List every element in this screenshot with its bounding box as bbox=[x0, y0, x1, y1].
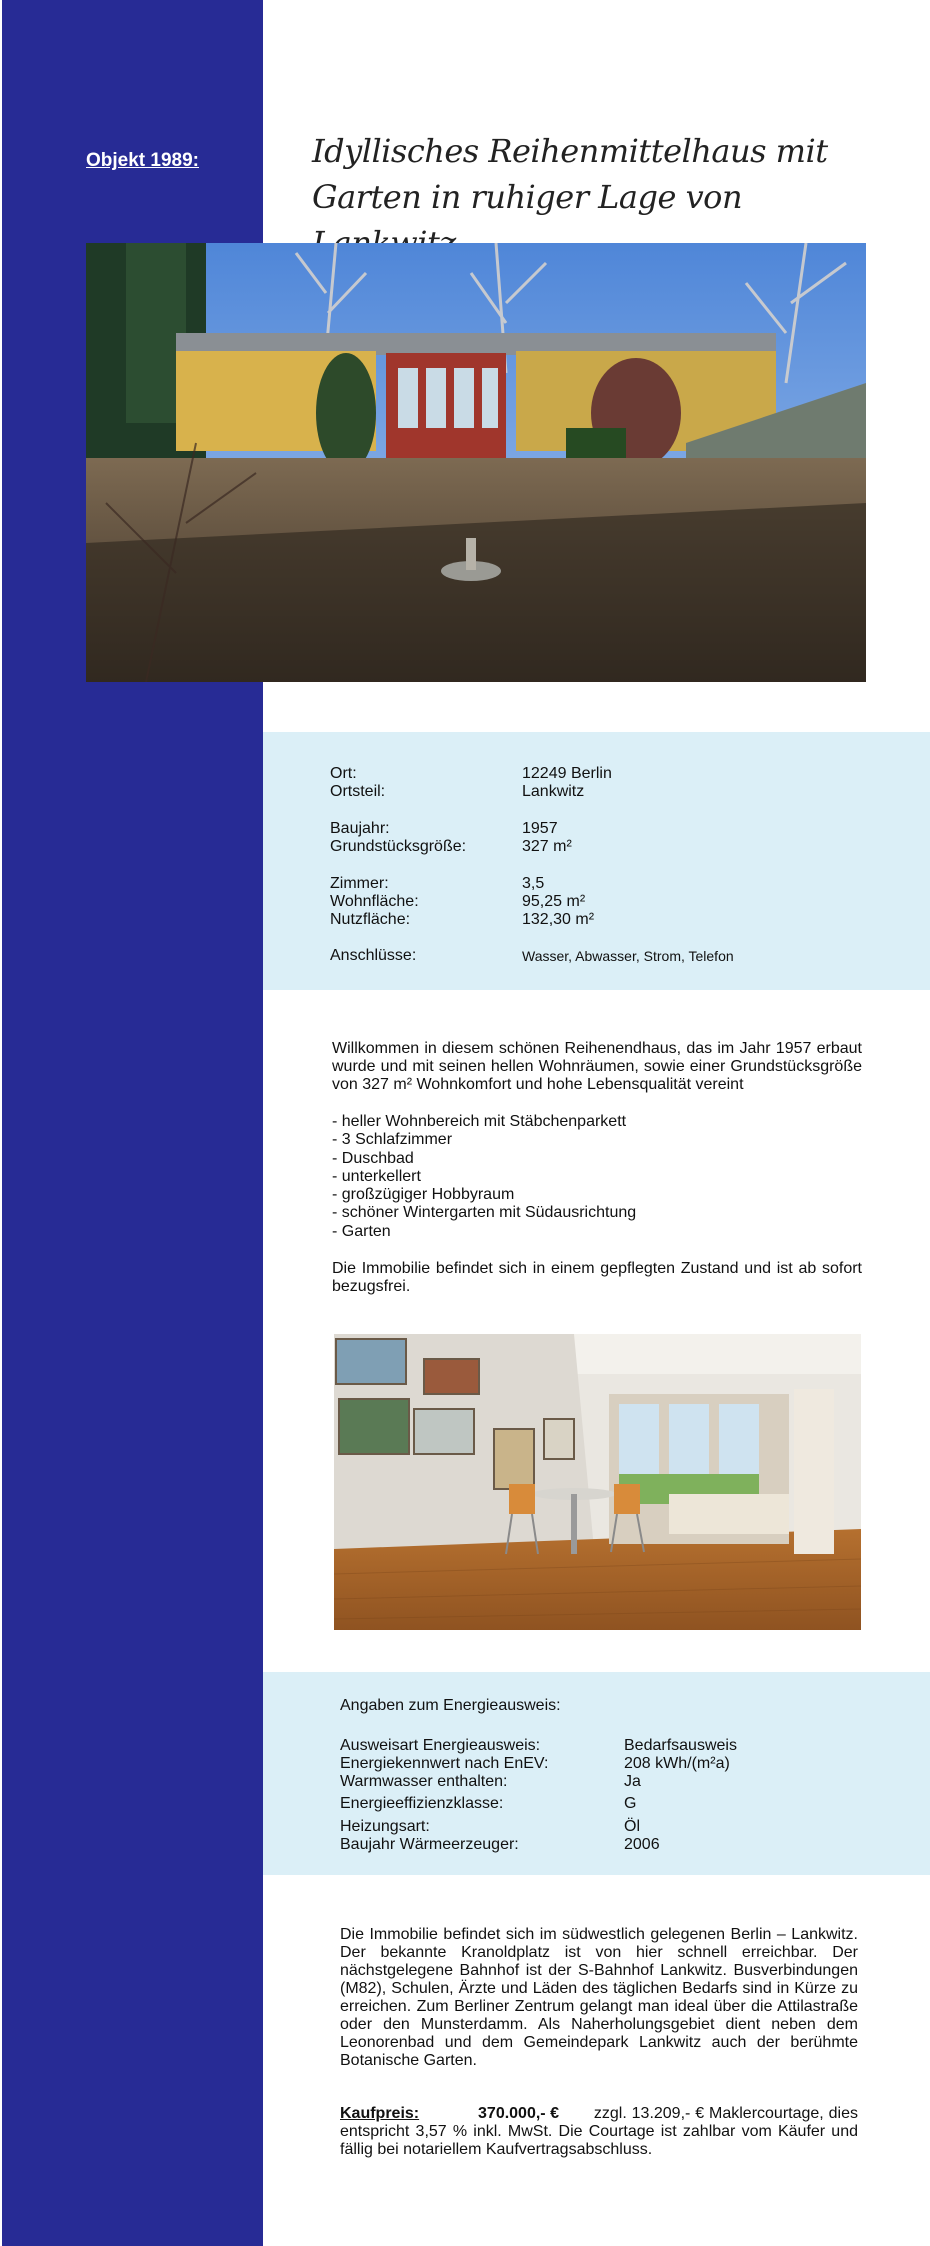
fact-label: Baujahr: bbox=[330, 820, 390, 837]
energy-value: G bbox=[624, 1795, 637, 1812]
fact-label: Zimmer: bbox=[330, 875, 389, 892]
energy-value: 2006 bbox=[624, 1836, 660, 1853]
energy-label: Baujahr Wärmeerzeuger: bbox=[340, 1836, 519, 1853]
garden-photo bbox=[86, 243, 866, 682]
price-label: Kaufpreis: bbox=[340, 2105, 420, 2122]
intro-text: Willkommen in diesem schönen Reihenendhaus, das im Jahr 1957 erbaut wurde und mit seinen hellen Wohnräumen, sowie einer Grundstücksgröße von 327 m² Wohnkomfort und hohe Lebensqualität vereint bbox=[332, 1040, 862, 1093]
fact-label: Anschlüsse: bbox=[330, 947, 417, 964]
fact-label: Wohnfläche: bbox=[330, 893, 419, 910]
feature-item: - unterkellert bbox=[332, 1167, 421, 1185]
fact-label: Ortsteil: bbox=[330, 783, 386, 800]
energy-label: Heizungsart: bbox=[340, 1818, 430, 1835]
feature-list bbox=[332, 1113, 636, 1241]
page-edge bbox=[0, 0, 2, 2246]
location-text: Die Immobilie befindet sich im südwestlich gelegenen Berlin – Lankwitz. Der bekannte Kranoldplatz ist von hier schnell erreichbar. Der nächstgelegene Bahnhof ist der S-Bahnhof Lankwitz. Busverbindungen (M82), Schulen, Ärzte und Läden des täglichen Bedarfs sind in Kürze zu erreichen. Zum Berliner Zentrum gelangt man ideal über die Attilastraße oder den Munsterdamm. Als Naherholungsgebiet dient neben dem Leonorenbad und dem Gemeindepark Lankwitz auch der berühmte Botanische Garten. bbox=[340, 1926, 858, 2069]
price-value: 370.000,- € bbox=[478, 2105, 559, 2122]
energy-label: Ausweisart Energieausweis: bbox=[340, 1737, 541, 1754]
fact-label: Nutzfläche: bbox=[330, 911, 411, 928]
energy-label: Warmwasser enthalten: bbox=[340, 1773, 508, 1790]
energy-title: Angaben zum Energieausweis: bbox=[340, 1697, 561, 1714]
room-photo bbox=[334, 1334, 861, 1630]
feature-item: - heller Wohnbereich mit Stäbchenparkett bbox=[332, 1113, 627, 1130]
fact-label: Grundstücksgröße: bbox=[330, 838, 467, 855]
room-photo-image bbox=[334, 1334, 861, 1630]
energy-value: Bedarfsausweis bbox=[624, 1737, 737, 1754]
fact-value: 12249 Berlin bbox=[522, 765, 612, 782]
fact-value: 132,30 m² bbox=[522, 911, 595, 928]
energy-value: Öl bbox=[624, 1818, 640, 1835]
garden-photo-image bbox=[86, 243, 866, 682]
feature-item: - Duschbad bbox=[332, 1149, 414, 1167]
feature-item: - großzügiger Hobbyraum bbox=[332, 1186, 515, 1204]
headline: Idyllisches Reihenmittelhaus mit Garten in ruhiger Lage von bbox=[312, 132, 828, 216]
feature-item: - Garten bbox=[332, 1222, 391, 1240]
energy-value: 208 kWh/(m²a) bbox=[624, 1755, 730, 1772]
fact-value: 327 m² bbox=[522, 838, 572, 855]
closing-text: Die Immobilie befindet sich in einem gepflegten Zustand und ist ab sofort bezugsfrei. bbox=[332, 1260, 862, 1295]
fact-label: Ort: bbox=[330, 765, 357, 782]
energy-label: Energiekennwert nach EnEV: bbox=[340, 1755, 549, 1772]
fact-value: 3,5 bbox=[522, 875, 545, 892]
energy-value: Ja bbox=[624, 1773, 641, 1790]
energy-label: Energieeffizienzklasse: bbox=[340, 1795, 504, 1812]
fact-value: Lankwitz bbox=[522, 783, 585, 800]
fact-value: 1957 bbox=[522, 820, 558, 837]
price-block bbox=[340, 2105, 858, 2159]
price-note: zzgl. 13.209,- € Maklercourtage, dies entspricht 3,57 % inkl. MwSt. Die Courtage ist zahlbar vom Käufer und fällig bei notariellem Kaufvertragsabschluss. bbox=[340, 2105, 858, 2158]
feature-item: - schöner Wintergarten mit Südausrichtung bbox=[332, 1204, 637, 1222]
objekt-label: Objekt 1989: bbox=[86, 150, 199, 171]
fact-value: Wasser, Abwasser, Strom, Telefon bbox=[522, 948, 734, 964]
energy-panel bbox=[263, 1672, 930, 1875]
fact-value: 95,25 m² bbox=[522, 893, 586, 910]
facts-panel bbox=[263, 732, 930, 990]
feature-item: - 3 Schlafzimmer bbox=[332, 1131, 453, 1149]
